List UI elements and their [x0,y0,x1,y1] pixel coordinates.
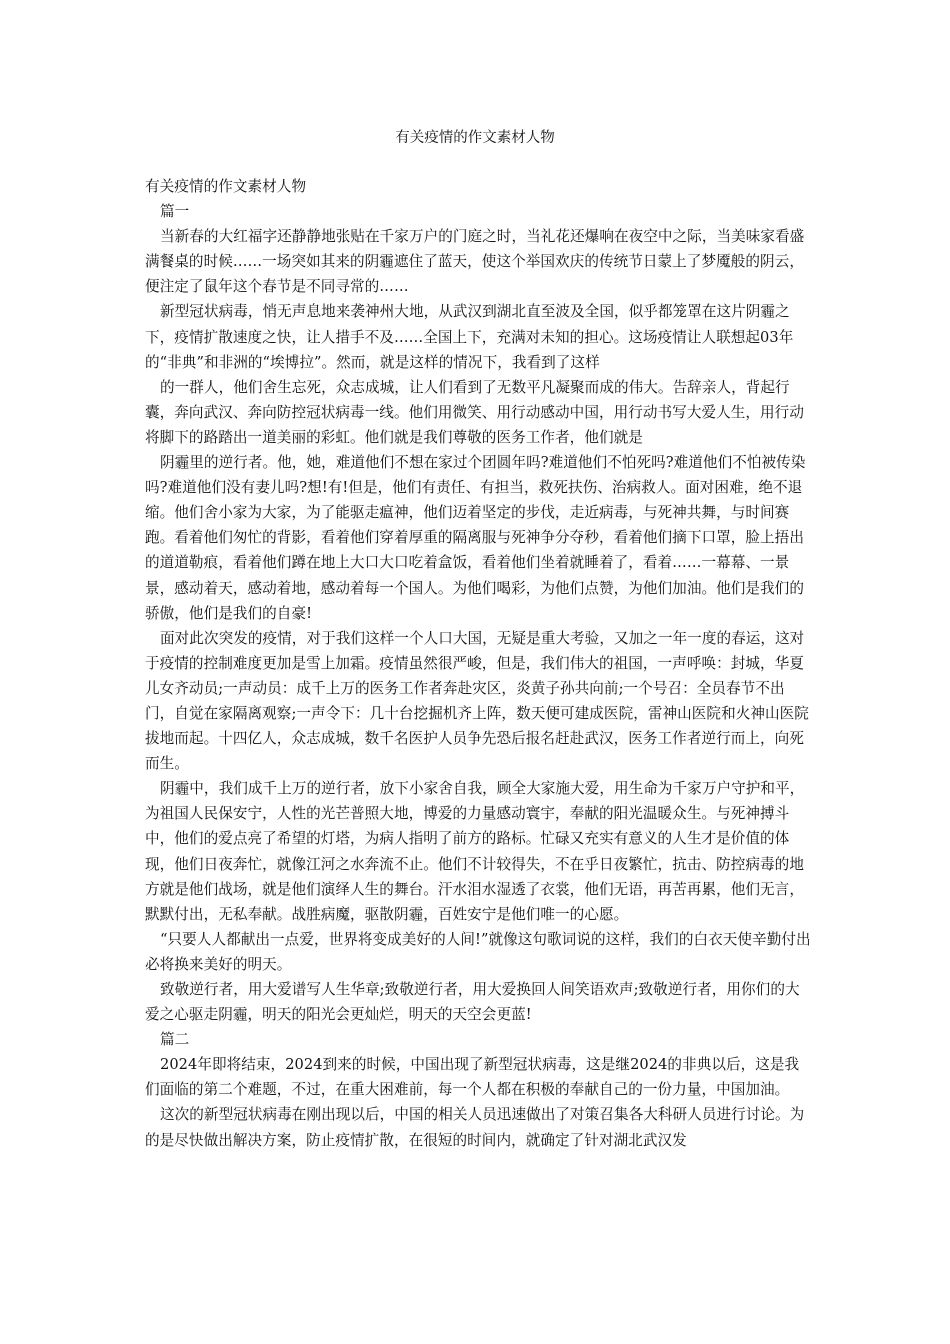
paragraph: 篇一 [160,203,190,221]
paragraph: 2024年即将结束，2024到来的时候，中国出现了新型冠状病毒，这是继2024的非典以后，这是我们面临的第二个难题，不过，在重大困难前，每一个人都在积极的奉献自己的一份力量，中国加油。 [145,1056,800,1099]
body-heading: 有关疫情的作文素材人物 [145,178,307,195]
paragraph: “只要人人都献出一点爱，世界将变成美好的人间!”就像这句歌词说的这样，我们的白衣天使辛勤付出必将换来美好的明天。 [145,930,811,973]
paragraph: 阴霾中，我们成千上万的逆行者，放下小家舍自我，顾全大家施大爱，用生命为千家万户守护和平，为祖国人民保安宁，人性的光芒普照大地，博爱的力量感动寰宇，奉献的阳光温暖众生。与死神搏斗中，他们的爱点亮了希望的灯塔，为病人指明了前方的路标。忙碌又充实有意义的人生才是价值的体现，他们日夜奔忙，就像江河之水奔流不止。他们不计较得失，不在乎日夜繁忙，抗击、防控病毒的地方就是他们战场，就是他们演绎人生的舞台。汗水泪水湿透了衣裳，他们无语，再苦再累，他们无言，默默付出，无私奉献。战胜病魔，驱散阴霾，百姓安宁是他们唯一的心愿。 [145,780,805,923]
paragraph: 新型冠状病毒，悄无声息地来袭神州大地，从武汉到湖北直至波及全国，似乎都笼罩在这片阴霾之下，疫情扩散速度之快，让人措手不及……全国上下，充满对未知的担心。这场疫情让人联想起03年的“非典”和非洲的“埃博拉”。然而，就是这样的情况下，我看到了这样 [145,303,794,371]
paragraph: 阴霾里的逆行者。他，她，难道他们不想在家过个团圆年吗?难道他们不怕死吗?难道他们不怕被传染吗?难道他们没有妻儿吗?想!有!但是，他们有责任、有担当，救死扶伤、治病救人。面对困难，绝不退缩。他们舍小家为大家，为了能驱走瘟神，他们迈着坚定的步伐，走近病毒，与死神共舞，与时间赛跑。看着他们匆忙的背影，看着他们穿着厚重的隔离服与死神争分夺秒，看着他们摘下口罩，脸上捂出的道道勒痕，看着他们蹲在地上大口大口吃着盒饭，看着他们坐着就睡着了，看着……一幕幕、一景景，感动着天，感动着地，感动着每一个国人。为他们喝彩，为他们点赞，为他们加油。他们是我们的骄傲，他们是我们的自豪! [145,454,806,622]
paragraph: 面对此次突发的疫情，对于我们这样一个人口大国，无疑是重大考验，又加之一年一度的春运，这对于疫情的控制难度更加是雪上加霜。疫情虽然很严峻，但是，我们伟大的祖国，一声呼唤：封城，华夏儿女齐动员;一声动员：成千上万的医务工作者奔赴灾区，炎黄子孙共向前;一个号召：全员春节不出门，自觉在家隔离观察;一声令下：几十台挖掘机齐上阵，数天便可建成医院，雷神山医院和火神山医院拔地而起。十四亿人，众志成城，数千名医护人员争先恐后报名赶赴武汉，医务工作者逆行而上，向死而生。 [145,629,809,773]
paragraph: 篇二 [160,1031,190,1049]
document-body [145,174,813,1153]
paragraph: 致敬逆行者，用大爱谱写人生华章;致敬逆行者，用大爱换回人间笑语欢声;致敬逆行者，用你们的大爱之心驱走阴霾，明天的阳光会更灿烂，明天的天空会更蓝! [145,981,800,1024]
paragraph: 当新春的大红福字还静静地张贴在千家万户的门庭之时，当礼花还爆响在夜空中之际，当美味家看盛满餐桌的时候……一场突如其来的阴霾遮住了蓝天，使这个举国欢庆的传统节日蒙上了梦魇般的阴云，便注定了鼠年这个春节是不同寻常的…… [145,228,805,296]
document-title: 有关疫情的作文素材人物 [395,130,555,146]
paragraph: 的一群人，他们舍生忘死，众志成城，让人们看到了无数平凡凝聚而成的伟大。告辞亲人，背起行囊，奔向武汉、奔向防控冠状病毒一线。他们用微笑、用行动感动中国，用行动书写大爱人生，用行动将脚下的路踏出一道美丽的彩虹。他们就是我们尊敬的医务工作者，他们就是 [145,378,804,446]
paragraph: 这次的新型冠状病毒在刚出现以后，中国的相关人员迅速做出了对策召集各大科研人员进行讨论。为的是尽快做出解决方案，防止疫情扩散，在很短的时间内，就确定了针对湖北武汉发 [145,1106,805,1149]
